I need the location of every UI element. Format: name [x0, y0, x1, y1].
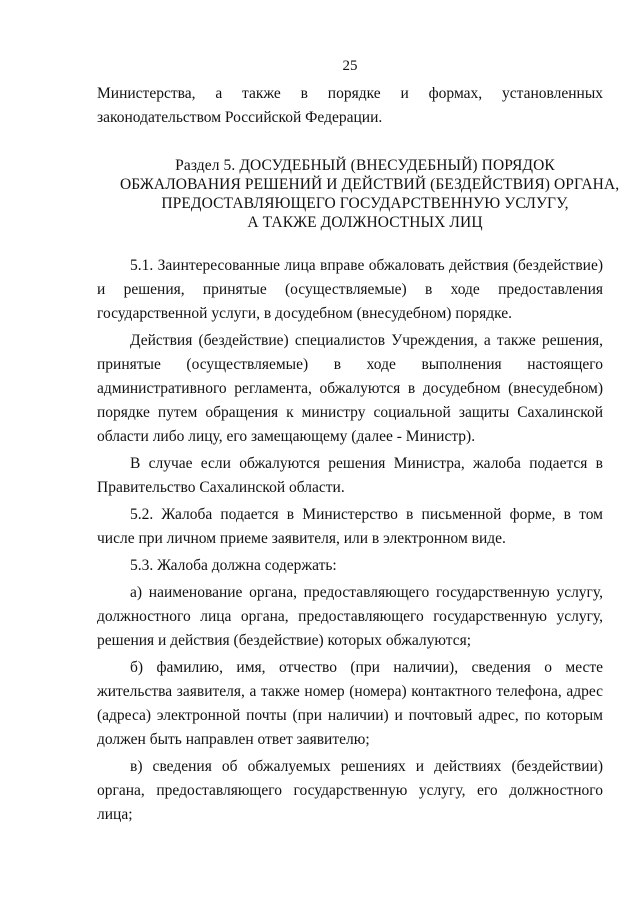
paragraph-5-1: 5.1. Заинтересованные лица вправе обжаловать действия (бездействие) и решения, принятые (осуществляемые) в ходе предоставления государственной услуги, в досудебном (внесудебном) порядке.	[97, 257, 603, 322]
paragraph-item-v: в) сведения об обжалуемых решениях и действиях (бездействии) органа, предоставляющего государственную услугу, его должностного лица;	[97, 758, 603, 823]
intro-line-2: законодательством Российской Федерации.	[97, 109, 383, 126]
section-body	[97, 254, 603, 827]
section-heading	[120, 156, 620, 232]
paragraph-5-2: 5.2. Жалоба подается в Министерство в письменной форме, в том числе при личном приеме заявителя, или в электронном виде.	[97, 506, 603, 547]
intro-text	[97, 82, 603, 130]
paragraph-minister: В случае если обжалуются решения Министра, жалоба подается в Правительство Сахалинской области.	[97, 455, 603, 496]
section-heading-line-2: ОБЖАЛОВАНИЯ РЕШЕНИЙ И ДЕЙСТВИЙ (БЕЗДЕЙСТВИЯ) ОРГАНА,	[120, 176, 620, 193]
section-heading-line-3: ПРЕДОСТАВЛЯЮЩЕГО ГОСУДАРСТВЕННУЮ УСЛУГУ,	[161, 195, 569, 212]
paragraph-5-3: 5.3. Жалоба должна содержать:	[130, 557, 337, 574]
section-heading-line-1: Раздел 5. ДОСУДЕБНЫЙ (ВНЕСУДЕБНЫЙ) ПОРЯДОК	[175, 157, 555, 174]
paragraph-item-a: а) наименование органа, предоставляющего государственную услугу, должностного лица органа, предоставляющего государственную услугу, решения и действия (бездействие) которых обжалуются;	[97, 584, 603, 649]
intro-line-1: Министерства, а также в порядке и формах, установленных	[97, 85, 603, 102]
paragraph-actions: Действия (бездействие) специалистов Учреждения, а также решения, принятые (осуществляемые) в ходе выполнения настоящего административного регламента, обжалуются в досудебном (внесудебном) порядке путем обращения к министру социальной защиты Сахалинской области либо лицу, его замещающему (далее - Министр).	[97, 332, 603, 445]
page-number: 25	[342, 58, 358, 74]
section-heading-line-4: А ТАКЖЕ ДОЛЖНОСТНЫХ ЛИЦ	[247, 214, 483, 231]
paragraph-item-b: б) фамилию, имя, отчество (при наличии), сведения о месте жительства заявителя, а также номер (номера) контактного телефона, адрес (адреса) электронной почты (при наличии) и почтовый адрес, по которым должен быть направлен ответ заявителю;	[97, 659, 603, 748]
